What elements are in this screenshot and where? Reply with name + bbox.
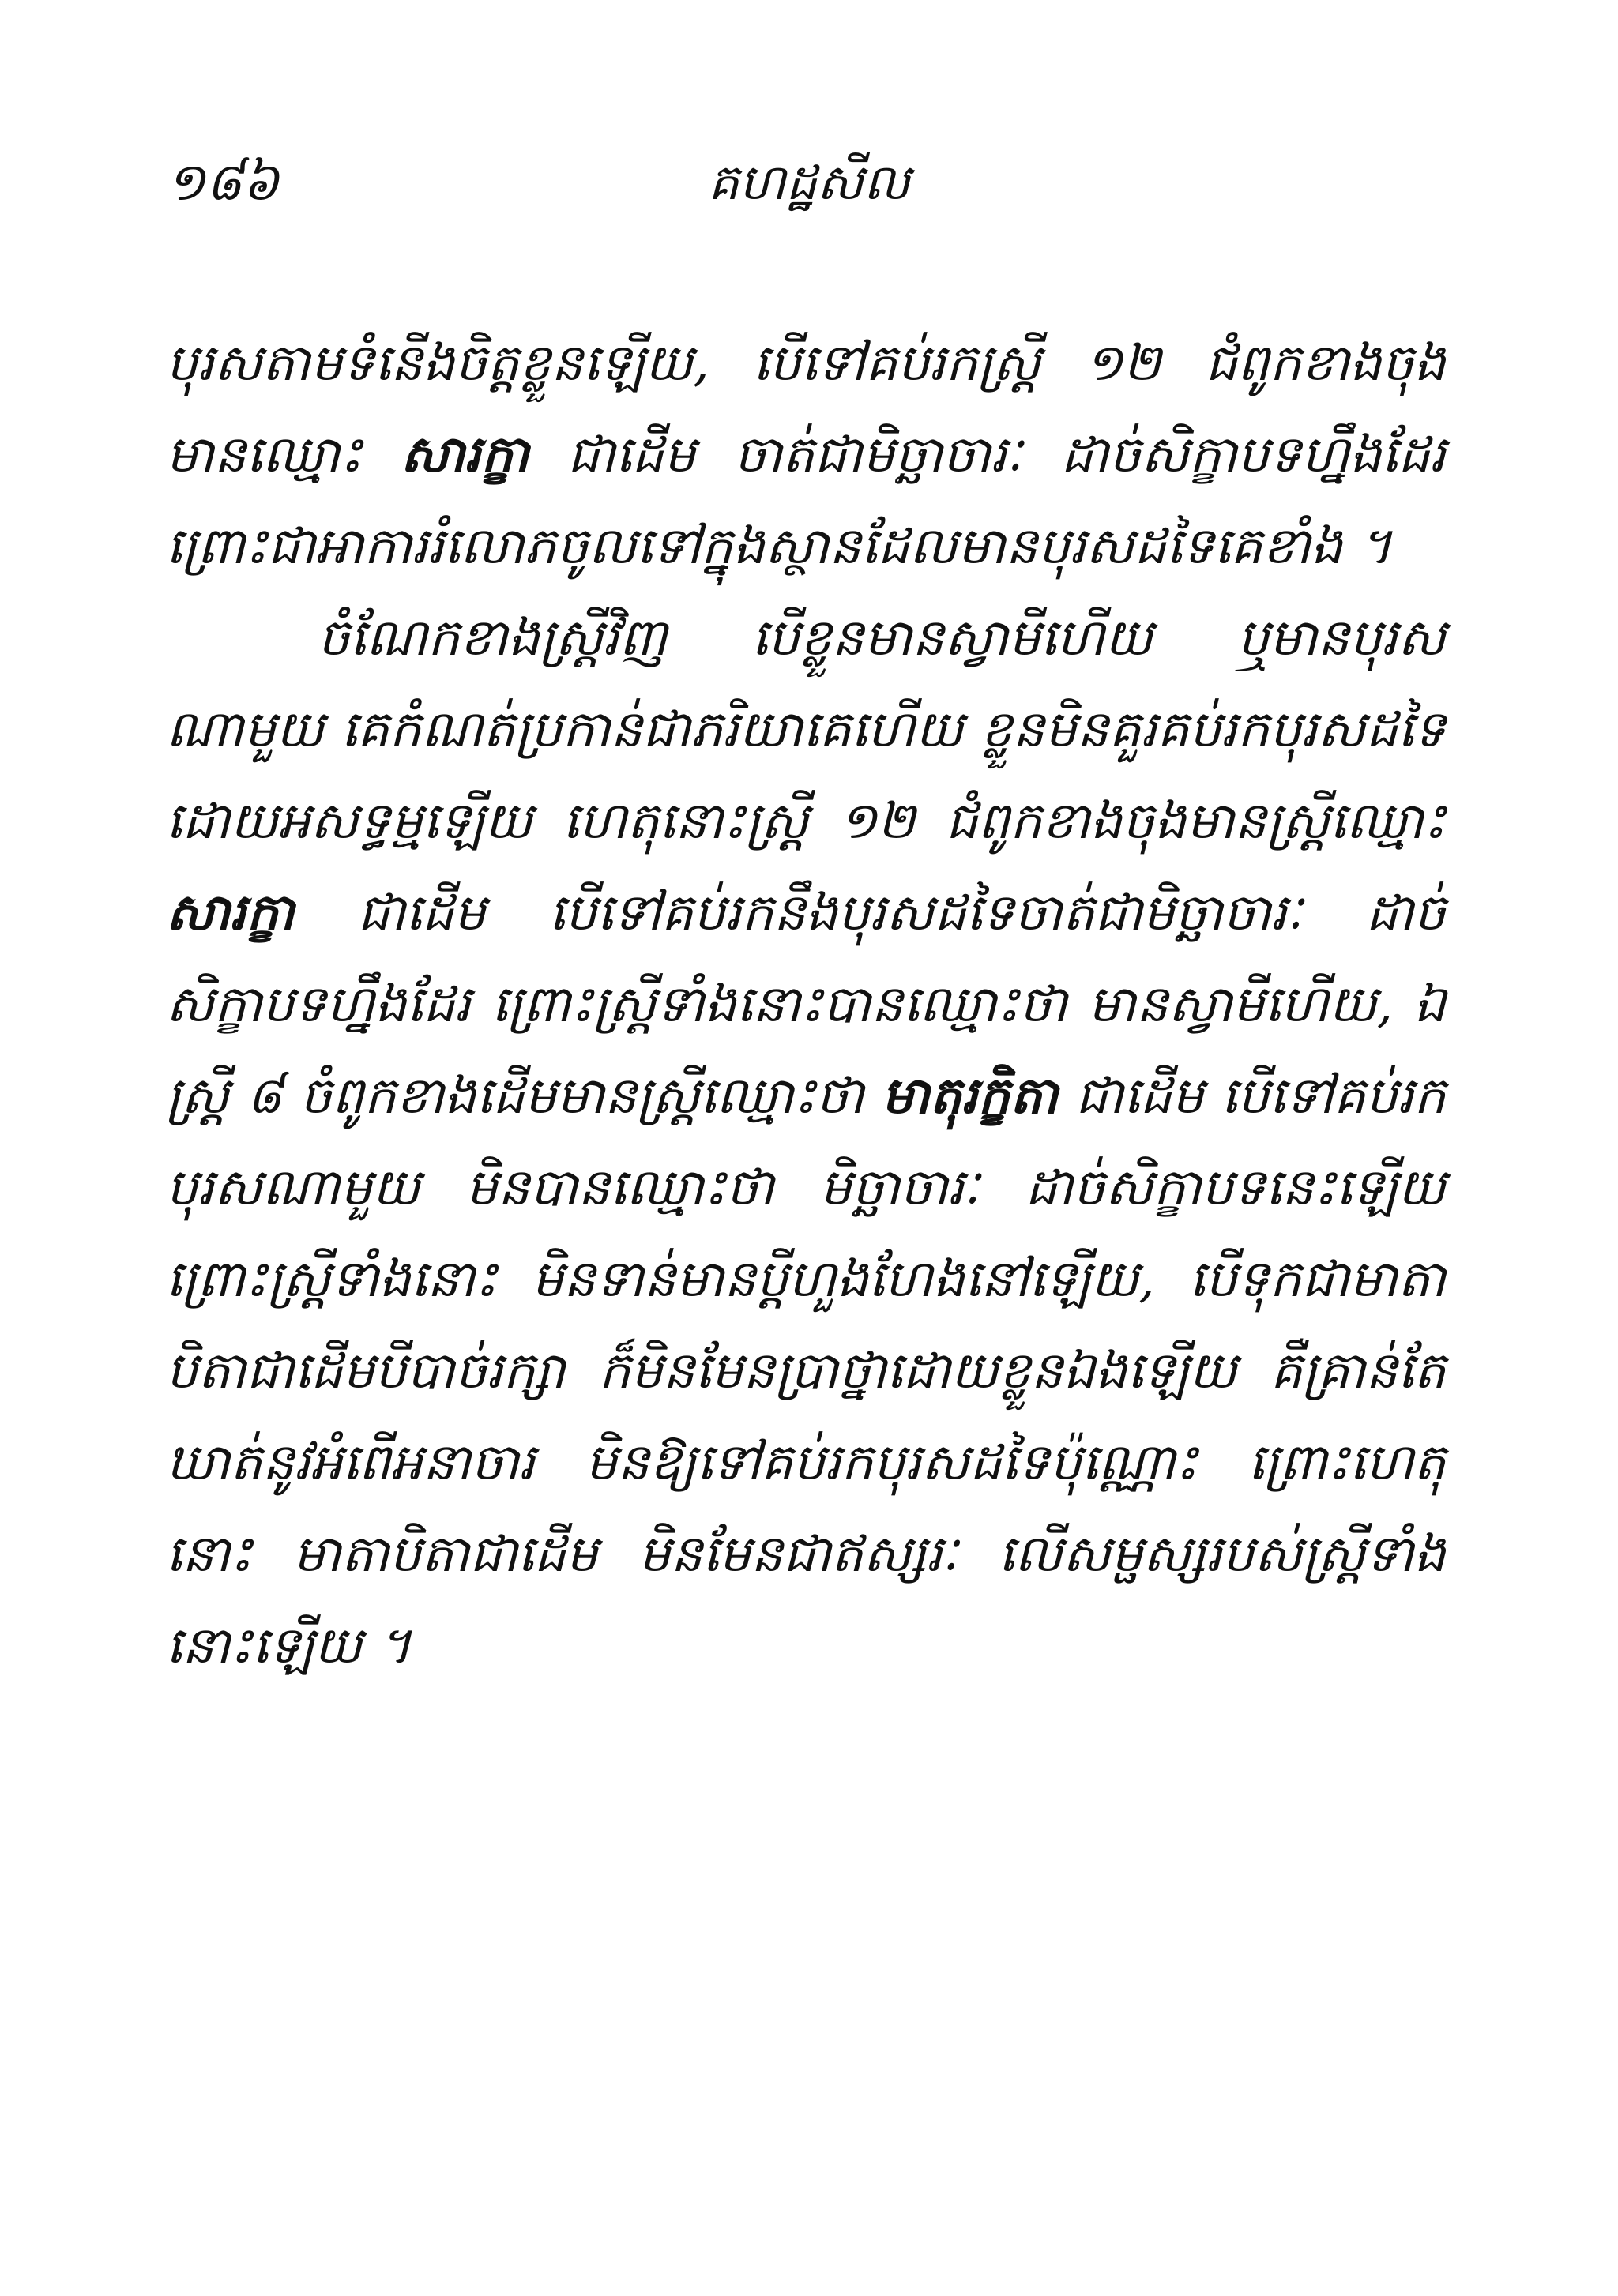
page-number: ១៨៦ bbox=[166, 152, 280, 212]
running-title: គហដ្ឋសីល bbox=[708, 153, 910, 211]
text-segment: ចំណែកខាងស្ត្រីវិញ បើខ្លួនមានស្វាមីហើយ ឬមានបុរសណាមួយ គេកំណត់ប្រកាន់ជាភរិយាគេហើយ ខ្លួនមិនគួរគប់រកបុរសដទៃដោយអសទ្ធម្មឡើយ ហេតុនោះស្ត្រី ១២ ជំពូកខាងចុងមានស្ត្រីឈ្មោះ bbox=[166, 609, 1446, 851]
bold-term: សារក្ខា bbox=[401, 425, 529, 484]
page-header bbox=[166, 147, 1452, 218]
bold-term: សារក្ខា bbox=[166, 883, 295, 942]
body-text bbox=[166, 318, 1446, 1692]
bold-term: មាតុរក្ខិតា bbox=[881, 1066, 1059, 1125]
text-segment: ជាដើម បើទៅគប់រកនឹងបុរសដទៃចាត់ជាមិច្ឆាចារៈ ដាច់សិក្ខាបទហ្នឹងដែរ ព្រោះស្ត្រីទាំងនោះបានឈ្មោះថា មានស្វាមីហើយ, ឯស្ត្រី ៨ ចំពូកខាងដើមមានស្ត្រីឈ្មោះថា bbox=[166, 884, 1446, 1125]
text-segment: បុរសតាមទំនើងចិត្តខ្លួនឡើយ, បើទៅគប់រកស្ត្រី ១២ ជំពូកខាងចុង មានឈ្មោះ bbox=[166, 334, 1446, 484]
text-segment: ជាដើម ចាត់ជាមិច្ឆាចារៈ ដាច់សិក្ខាបទហ្នឹងដែរ ព្រោះជាអាការរំលោភចូលទៅក្នុងស្ថានដែលមានបុរសដទៃគេខាំង ។ bbox=[166, 426, 1447, 576]
paragraph bbox=[166, 318, 1446, 592]
text-segment: ជាដើម បើទៅគប់រកបុរសណាមួយ មិនបានឈ្មោះថា មិច្ឆាចារៈ ដាច់សិក្ខាបទនេះឡើយ ព្រោះស្ត្រីទាំងនោះ មិនទាន់មានប្ដីហួងហែងនៅឡើយ, បើទុកជាមាតាបិតាជាដើមបីបាច់រក្សា ក៏មិនមែនប្រាថ្នាដោយខ្លួនឯងឡើយ គឺគ្រាន់តែឃាត់នូវអំពើអនាចារ មិនឱ្យទៅគប់រកបុរសដទៃប៉ុណ្ណោះ ព្រោះហេតុនោះ មាតាបិតាជាដើម មិនមែនជាឥស្សរៈ លើសម្ផស្សរបស់ស្ត្រីទាំងនោះឡើយ ។ bbox=[166, 1067, 1446, 1675]
paragraph bbox=[166, 592, 1446, 1692]
